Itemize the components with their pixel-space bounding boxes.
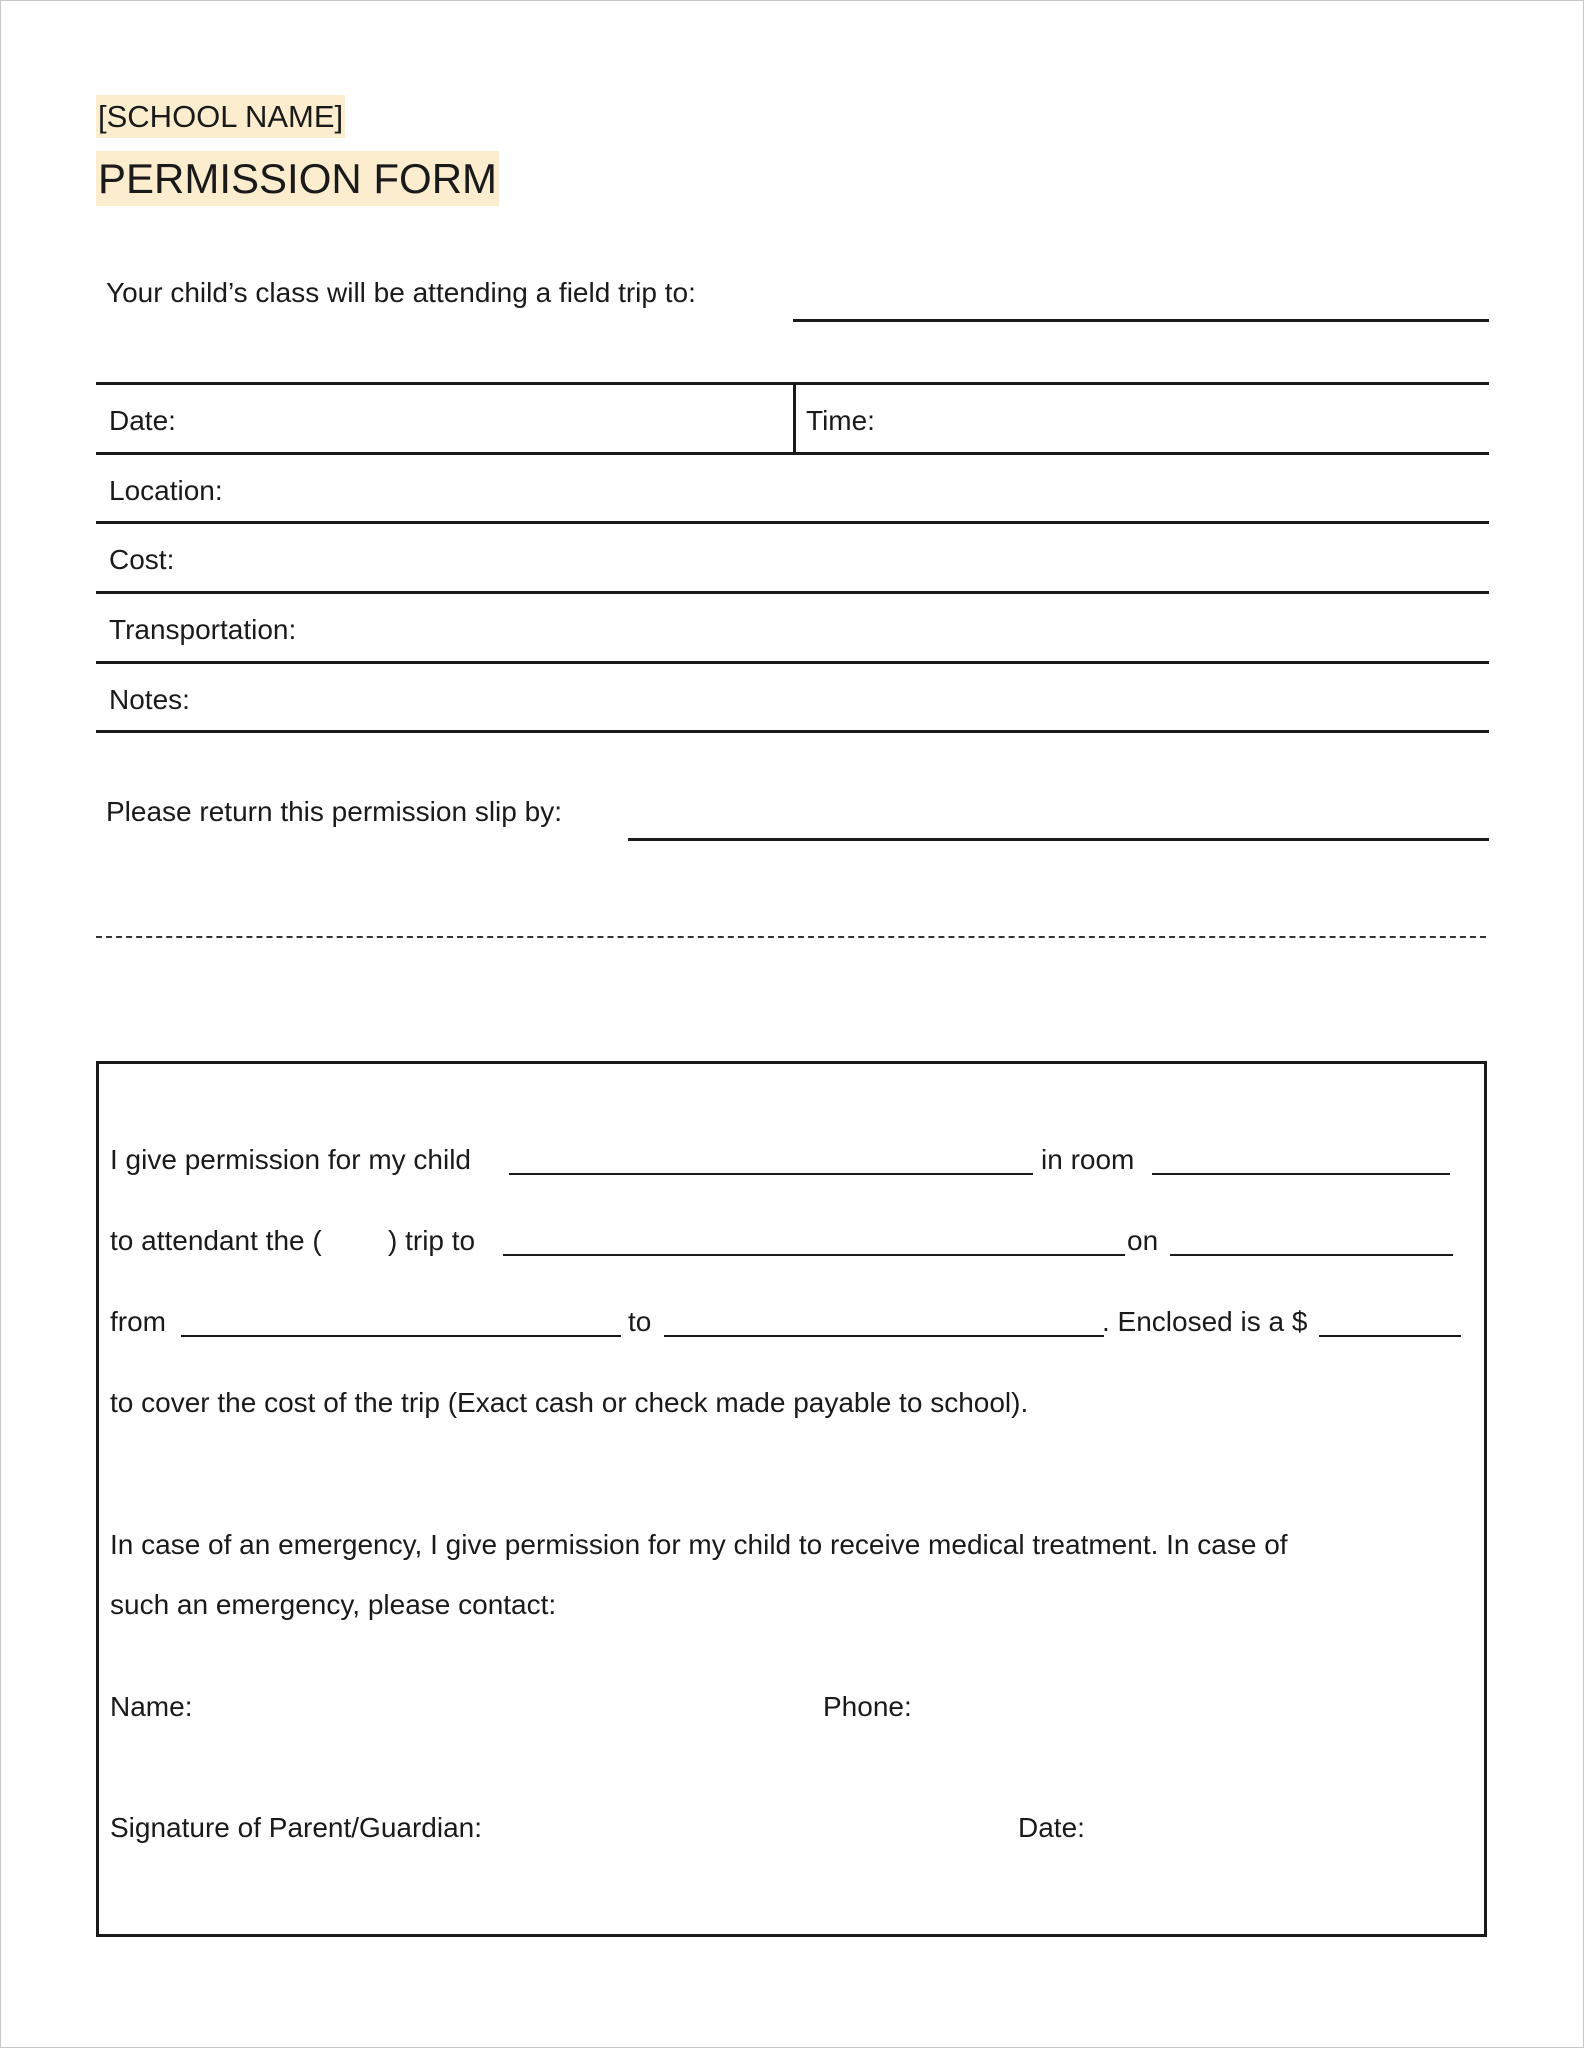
table-row-rule (96, 591, 1489, 594)
table-row-rule (96, 452, 1489, 455)
table-date-time-divider (793, 382, 796, 453)
transportation-label: Transportation: (109, 614, 297, 645)
enclosed-text: . Enclosed is a $ (1102, 1306, 1308, 1337)
attend-text: to attendant the ( (110, 1225, 322, 1256)
signature-date-label: Date: (1018, 1812, 1085, 1843)
cost-label: Cost: (109, 544, 175, 575)
table-bottom-rule (96, 730, 1489, 733)
location-label: Location: (109, 475, 223, 506)
emergency-text-line1: In case of an emergency, I give permission for my child to receive medical treatment. In case of (110, 1529, 1288, 1560)
trip-date-blank[interactable] (1170, 1254, 1453, 1256)
amount-blank[interactable] (1319, 1335, 1461, 1337)
cut-line (96, 936, 1486, 938)
signature-label: Signature of Parent/Guardian: (110, 1812, 483, 1843)
field-trip-label: Your child’s class will be attending a field trip to: (106, 277, 696, 308)
date-label: Date: (109, 405, 176, 436)
trip-to-text: ) trip to (388, 1225, 476, 1256)
emergency-text-line2: such an emergency, please contact: (110, 1589, 557, 1620)
contact-name-label: Name: (110, 1691, 193, 1722)
field-trip-destination-line[interactable] (793, 319, 1489, 322)
from-time-blank[interactable] (181, 1335, 621, 1337)
on-text: on (1127, 1225, 1159, 1256)
from-text: from (110, 1306, 166, 1337)
to-text: to (628, 1306, 652, 1337)
notes-label: Notes: (109, 684, 190, 715)
return-date-line[interactable] (628, 838, 1489, 841)
time-label: Time: (806, 405, 875, 436)
contact-phone-label: Phone: (823, 1691, 912, 1722)
cover-cost-text: to cover the cost of the trip (Exact cash or check made payable to school). (110, 1387, 1029, 1418)
permission-line1-text: I give permission for my child (110, 1144, 472, 1175)
room-blank[interactable] (1152, 1173, 1450, 1175)
form-title: PERMISSION FORM (96, 153, 499, 205)
school-name: [SCHOOL NAME] (96, 97, 345, 137)
trip-destination-blank[interactable] (503, 1254, 1125, 1256)
permission-slip-box (96, 1061, 1487, 1937)
return-label: Please return this permission slip by: (106, 796, 562, 827)
table-row-rule (96, 661, 1489, 664)
child-name-blank[interactable] (509, 1173, 1033, 1175)
table-row-rule (96, 521, 1489, 524)
in-room-text: in room (1041, 1144, 1135, 1175)
to-time-blank[interactable] (664, 1335, 1104, 1337)
